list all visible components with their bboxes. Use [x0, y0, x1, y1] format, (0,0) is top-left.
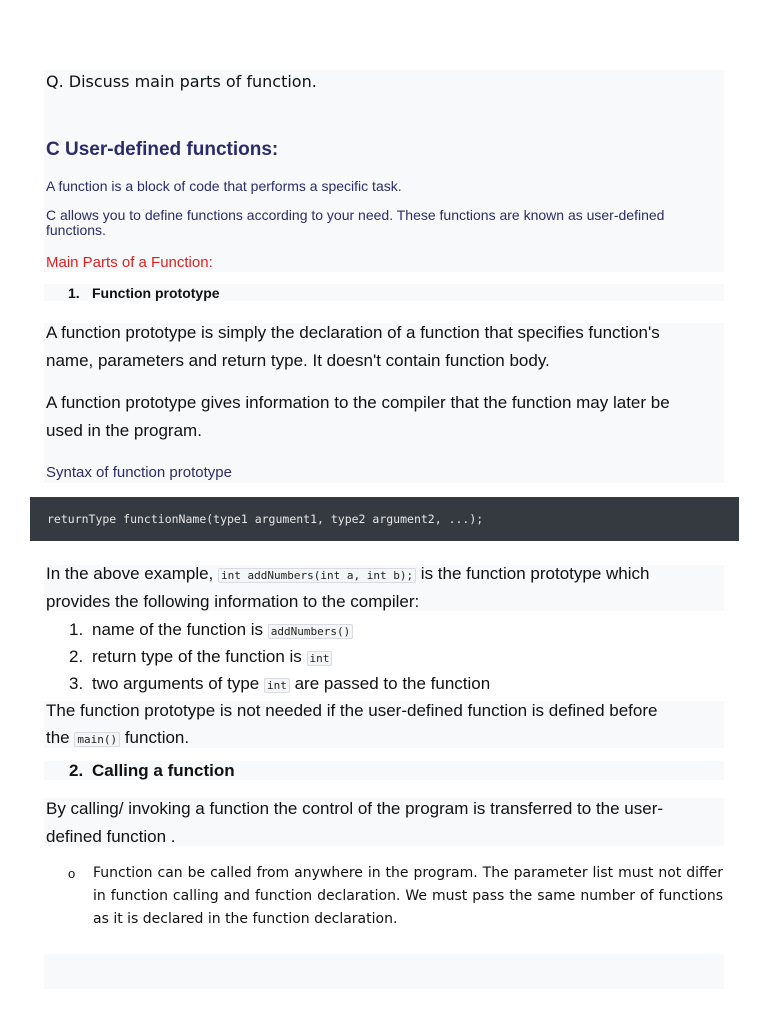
example-text: In the above example, — [46, 564, 219, 583]
bullet-marker: o — [68, 866, 76, 881]
example-text: is the function prototype which — [416, 564, 650, 583]
example-paragraph: provides the following information to the compiler: — [46, 592, 420, 611]
example-paragraph — [46, 560, 706, 590]
paragraph-text: the — [46, 728, 75, 747]
syntax-label: Syntax of function prototype — [46, 464, 232, 481]
list-number: 3. — [69, 674, 84, 693]
section-background — [44, 954, 724, 989]
inline-code: int addNumbers(int a, int b); — [218, 568, 416, 583]
prototype-paragraph: A function prototype is simply the declaration of a function that specifies function's name, parameters and return type. It doesn't contain function body. — [46, 323, 660, 370]
inline-code: int — [264, 678, 290, 693]
list-item-text: return type of the function is — [92, 647, 307, 666]
intro-paragraph: C allows you to define functions according to your need. These functions are known as user-defined functions. — [46, 207, 665, 238]
not-needed-paragraph — [46, 724, 189, 754]
list-item — [92, 620, 353, 640]
question-text: Q. Discuss main parts of function. — [46, 72, 317, 91]
not-needed-paragraph: The function prototype is not needed if the user-defined function is defined before — [46, 701, 658, 720]
inline-code: int — [307, 651, 333, 666]
code-text: returnType functionName(type1 argument1, type2 argument2, ...); — [47, 512, 484, 526]
bullet-text: Function can be called from anywhere in the program. The parameter list must not differ in function calling and function declaration. We must pass the same number of functions as it is declared in the function declaration. — [93, 865, 723, 927]
list-item-text: two arguments of type — [92, 674, 264, 693]
part-title: Function prototype — [92, 285, 220, 301]
inline-code: main() — [74, 732, 120, 747]
calling-paragraph: By calling/ invoking a function the control of the program is transferred to the user-defined function . — [46, 799, 664, 846]
main-parts-label: Main Parts of a Function: — [46, 254, 213, 271]
intro-paragraph: A function is a block of code that performs a specific task. — [46, 178, 402, 194]
part-number: 1. — [68, 285, 80, 301]
paragraph-text: function. — [120, 728, 190, 747]
list-number: 2. — [69, 647, 84, 666]
list-item-text: are passed to the function — [289, 674, 491, 693]
page-title: C User-defined functions: — [46, 139, 279, 160]
part-number: 2. — [69, 761, 84, 780]
part-title: Calling a function — [92, 761, 235, 780]
list-item — [92, 647, 332, 667]
inline-code: addNumbers() — [268, 624, 353, 639]
section-background — [44, 70, 724, 272]
list-item — [92, 674, 490, 694]
code-block — [30, 497, 739, 541]
prototype-paragraph: A function prototype gives information to the compiler that the function may later be used in the program. — [46, 393, 670, 440]
list-item-text: name of the function is — [92, 620, 268, 639]
list-number: 1. — [69, 620, 84, 639]
